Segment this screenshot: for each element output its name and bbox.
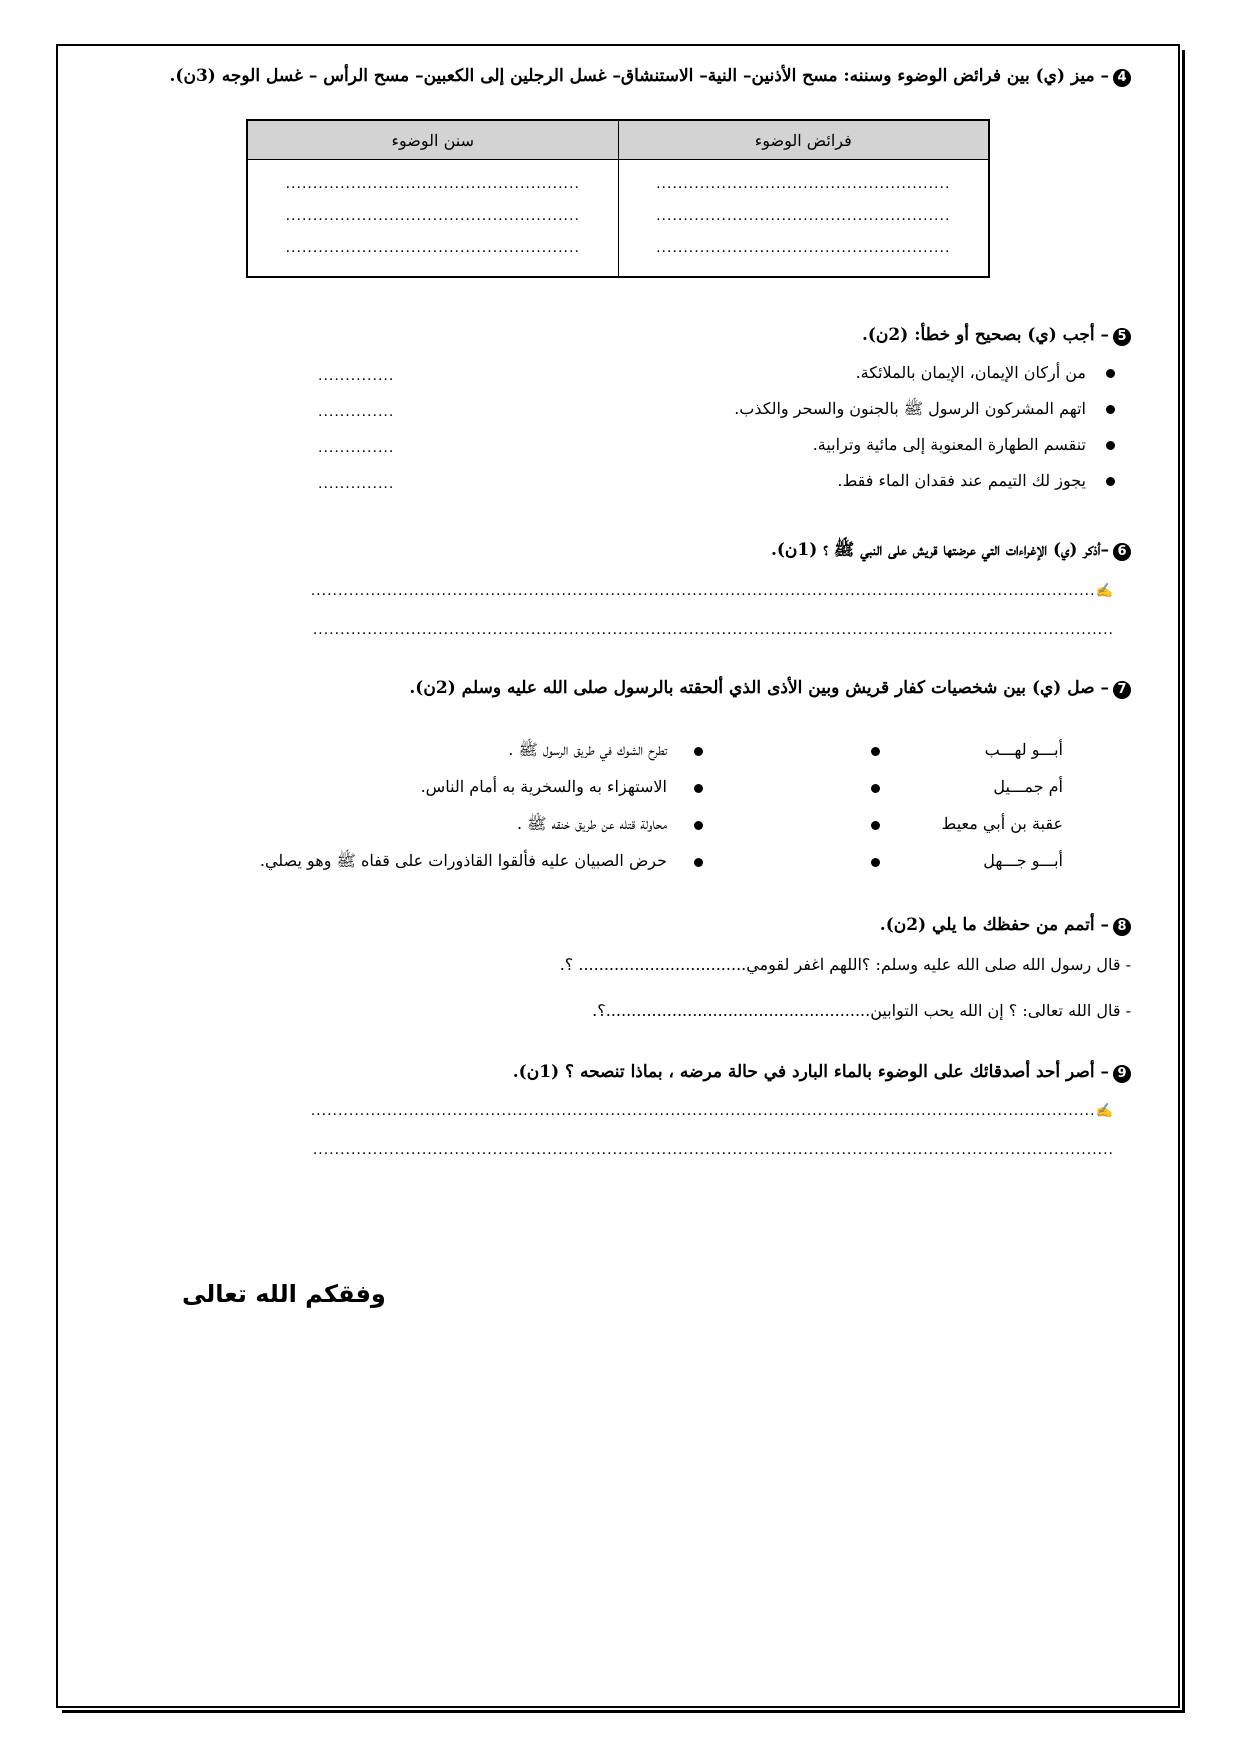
match-dot-left[interactable] bbox=[871, 747, 880, 756]
faraid-cell[interactable] bbox=[618, 160, 989, 278]
question-5 bbox=[862, 325, 1131, 346]
question-number: 7 bbox=[1113, 681, 1131, 699]
tf-statement: تنقسم الطهارة المعنوية إلى مائية وترابية. bbox=[812, 435, 1086, 454]
question-8-text: – أتمم من حفظك ما يلي (2ن). bbox=[879, 915, 1109, 935]
harm-item: الاستهزاء به والسخرية به أمام الناس. bbox=[420, 777, 667, 796]
match-dot-right[interactable] bbox=[694, 747, 703, 756]
answer-line: ...................................................... bbox=[285, 240, 580, 256]
question-4 bbox=[169, 66, 1131, 87]
answer-line: ...................................................... bbox=[285, 208, 580, 224]
tf-answer[interactable]: .............. bbox=[318, 440, 395, 456]
tf-answer[interactable]: .............. bbox=[318, 368, 395, 384]
question-number: 6 bbox=[1113, 543, 1131, 561]
question-8 bbox=[880, 915, 1131, 936]
bullet-icon bbox=[1106, 441, 1115, 450]
answer-line: ...................................................... bbox=[656, 176, 951, 192]
bullet-icon bbox=[1106, 369, 1115, 378]
question-number: 9 bbox=[1113, 1065, 1131, 1083]
person-item: عقبة بن أبي معيط bbox=[941, 814, 1063, 833]
tf-statement: اتهم المشركون الرسول ﷺ بالجنون والسحر والكذب. bbox=[734, 399, 1086, 418]
tf-answer[interactable]: .............. bbox=[318, 404, 395, 420]
question-number: 5 bbox=[1113, 328, 1131, 346]
verse-completion[interactable]: - قال الله تعالى: ؟ إن الله يحب التوابين....................................................؟. bbox=[592, 1001, 1131, 1020]
question-9 bbox=[513, 1062, 1131, 1083]
answer-line: ...................................................... bbox=[285, 176, 580, 192]
bullet-icon bbox=[1106, 405, 1115, 414]
answer-line[interactable]: ✍................................................................................................................................................ bbox=[310, 1103, 1114, 1119]
tf-statement: يجوز لك التيمم عند فقدان الماء فقط. bbox=[837, 471, 1086, 490]
harm-item: محاولة قتله عن طريق خنقه ﷺ . bbox=[517, 814, 667, 833]
match-dot-right[interactable] bbox=[694, 784, 703, 793]
tf-statement: من أركان الإيمان، الإيمان بالملائكة. bbox=[855, 363, 1086, 382]
closing-blessing: وفقكم الله تعالى bbox=[182, 1280, 386, 1308]
question-9-text: – أصر أحد أصدقائك على الوضوء بالماء البارد في حالة مرضه ، بماذا تنصحه ؟ (1ن). bbox=[512, 1062, 1109, 1082]
match-dot-left[interactable] bbox=[871, 858, 880, 867]
question-6 bbox=[771, 539, 1131, 564]
match-dot-right[interactable] bbox=[694, 858, 703, 867]
match-dot-right[interactable] bbox=[694, 821, 703, 830]
question-number: 4 bbox=[1113, 69, 1131, 87]
tf-item bbox=[734, 399, 1115, 435]
question-4-text: – ميز (ي) بين فرائض الوضوء وسننه: مسح الأذنين– النية– الاستنشاق– غسل الرجلين إلى الكعبين– مسح الرأس – غسل الوجه (3ن). bbox=[169, 66, 1109, 86]
page-frame bbox=[56, 44, 1180, 1708]
question-5-text: – أجب (ي) بصحيح أو خطأ: (2ن). bbox=[861, 325, 1109, 345]
question-7-text: – صل (ي) بين شخصيات كفار قريش وبين الأذى الذي ألحقته بالرسول صلى الله عليه وسلم (2ن). bbox=[409, 678, 1109, 698]
tf-answer[interactable]: .............. bbox=[318, 476, 395, 492]
tf-item bbox=[837, 471, 1115, 507]
wudu-table bbox=[246, 119, 990, 278]
question-7 bbox=[409, 678, 1131, 699]
answer-line[interactable]: ................................................................................................................................................... bbox=[312, 1142, 1114, 1158]
bullet-icon bbox=[1106, 477, 1115, 486]
header-sunan: سنن الوضوء bbox=[247, 120, 618, 160]
person-item: أبـــو جـــهل bbox=[983, 851, 1063, 870]
person-item: أبـــو لهـــب bbox=[984, 740, 1063, 759]
harm-item: تطرح الشوك في طريق الرسول ﷺ . bbox=[508, 740, 667, 759]
match-dot-left[interactable] bbox=[871, 784, 880, 793]
harm-item: حرض الصبيان عليه فألقوا القاذورات على قفاه ﷺ وهو يصلي. bbox=[259, 851, 667, 870]
answer-line[interactable]: ................................................................................................................................................... bbox=[312, 622, 1114, 638]
question-number: 8 bbox=[1113, 918, 1131, 936]
tf-item bbox=[856, 363, 1115, 399]
answer-line: ...................................................... bbox=[656, 240, 951, 256]
question-6-text: –أذكر (ي) الإغراءات التي عرضتها قريش على النبي ﷺ ؟ (1ن). bbox=[770, 540, 1109, 560]
answer-line[interactable]: ✍................................................................................................................................................ bbox=[310, 583, 1114, 599]
tf-item bbox=[813, 435, 1115, 471]
answer-line: ...................................................... bbox=[656, 208, 951, 224]
header-faraid: فرائض الوضوء bbox=[618, 120, 989, 160]
person-item: أم جمـــيل bbox=[993, 777, 1063, 796]
hadith-completion[interactable]: - قال رسول الله صلى الله عليه وسلم: ؟اللهم اغفر لقومي................................. ؟. bbox=[559, 955, 1131, 974]
sunan-cell[interactable] bbox=[247, 160, 618, 278]
match-dot-left[interactable] bbox=[871, 821, 880, 830]
